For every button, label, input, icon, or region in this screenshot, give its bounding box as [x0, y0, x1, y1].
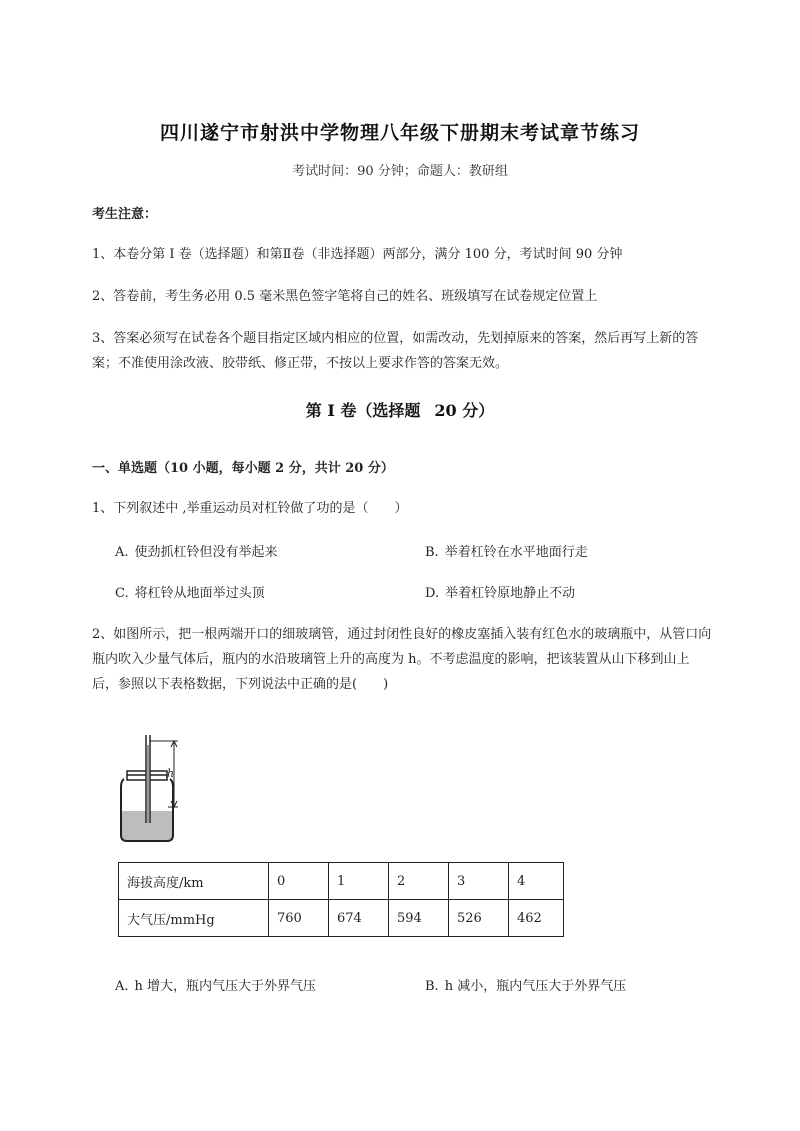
q1-option-a[interactable]	[115, 541, 278, 560]
option-text: h 减小，瓶内气压大于外界气压	[444, 979, 627, 994]
option-key: C.	[115, 586, 129, 601]
section-title-text: 第 I 卷（选择题	[305, 401, 421, 420]
table-cell: 2	[389, 863, 449, 900]
option-text: 举着杠铃在水平地面行走	[444, 545, 588, 560]
option-key: A.	[115, 545, 129, 560]
option-key: A.	[115, 979, 129, 994]
bottle-apparatus-figure	[112, 727, 192, 847]
table-cell: 462	[509, 900, 564, 937]
option-key: B.	[425, 545, 439, 560]
height-label: h	[167, 767, 175, 780]
table-cell: 674	[329, 900, 389, 937]
table-cell: 1	[329, 863, 389, 900]
table-cell: 760	[269, 900, 329, 937]
page-title: 四川遂宁市射洪中学物理八年级下册期末考试章节练习	[159, 122, 640, 144]
altitude-pressure-table	[118, 862, 564, 937]
question-2-stem: 2、如图所示，把一根两端开口的细玻璃管，通过封闭性良好的橡皮塞插入装有红色水的玻璃瓶中，从管口向瓶内吹入少量气体后，瓶内的水沿玻璃管上升的高度为 h。不考虑温度的影响，把该装置从山下移到山上后，参照以下表格数据，下列说法中正确的是( )	[92, 627, 712, 692]
table-cell: 3	[449, 863, 509, 900]
notice-item-2: 2、答卷前，考生务必用 0.5 毫米黑色签字笔将自己的姓名、班级填写在试卷规定位置上	[92, 289, 598, 304]
question-1-stem: 1、下列叙述中 ,举重运动员对杠铃做了功的是（ ）	[92, 501, 408, 516]
option-text: 将杠铃从地面举过头顶	[134, 586, 265, 601]
notice-item-3: 3、答案必须写在试卷各个题目指定区域内相应的位置，如需改动，先划掉原来的答案，然后再写上新的答案；不准使用涂改液、胶带纸、修正带，不按以上要求作答的答案无效。	[92, 331, 699, 371]
option-text: 使劲抓杠铃但没有举起来	[134, 545, 278, 560]
table-cell: 0	[269, 863, 329, 900]
q2-option-b[interactable]	[425, 975, 626, 994]
section-title	[0, 398, 800, 421]
option-key: D.	[425, 586, 440, 601]
q1-option-b[interactable]	[425, 541, 588, 560]
table-row	[119, 863, 564, 900]
q2-option-a[interactable]	[115, 975, 316, 994]
table-cell: 大气压/mmHg	[119, 900, 269, 937]
exam-info: 考试时间：90 分钟；命题人：教研组	[292, 164, 508, 179]
section-score: 20 分）	[434, 401, 495, 420]
option-key: B.	[425, 979, 439, 994]
q1-option-d[interactable]	[425, 582, 575, 601]
table-row	[119, 900, 564, 937]
notice-item-1: 1、本卷分第 I 卷（选择题）和第Ⅱ卷（非选择题）两部分，满分 100 分，考试时间 90 分钟	[92, 247, 623, 262]
part-heading: 一、单选题（10 小题，每小题 2 分，共计 20 分）	[92, 461, 394, 476]
table-cell: 海拔高度/km	[119, 863, 269, 900]
option-text: h 增大，瓶内气压大于外界气压	[134, 979, 317, 994]
option-text: 举着杠铃原地静止不动	[445, 586, 576, 601]
q1-option-c[interactable]	[115, 582, 265, 601]
table-cell: 526	[449, 900, 509, 937]
table-cell: 594	[389, 900, 449, 937]
table-cell: 4	[509, 863, 564, 900]
notice-heading: 考生注意：	[92, 207, 158, 222]
